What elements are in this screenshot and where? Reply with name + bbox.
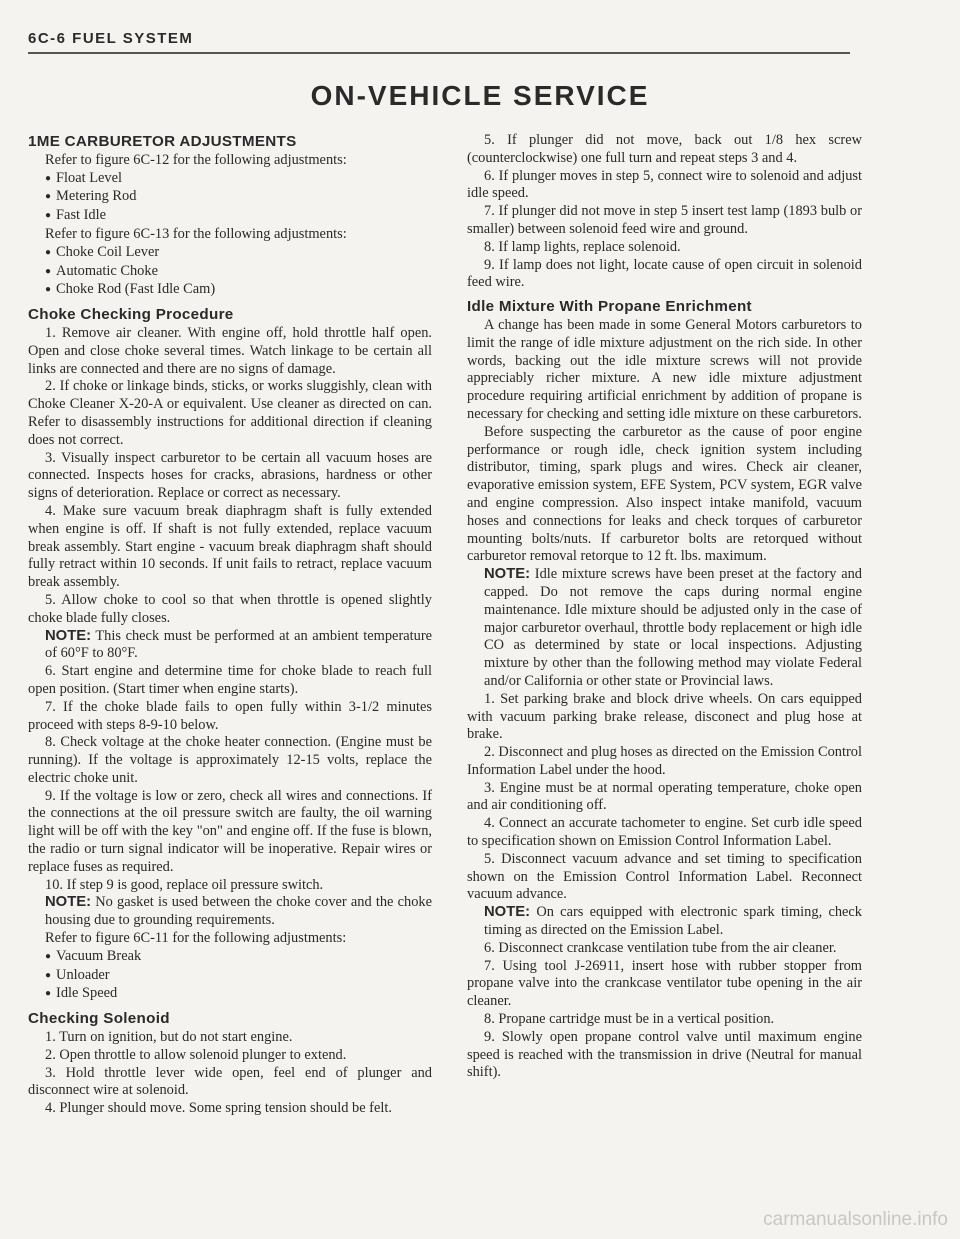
bullet-item: ● Automatic Choke [28, 263, 432, 282]
paragraph: 6. Start engine and determine time for choke blade to reach full open position. (Start timer when engine starts). [28, 663, 432, 697]
bullet-item: ● Fast Idle [28, 207, 432, 226]
note [28, 628, 432, 664]
paragraph: 3. Engine must be at normal operating temperature, choke open and air conditioning off. [467, 779, 862, 814]
paragraph: 7. Using tool J-26911, insert hose with rubber stopper from propane valve into the crankcase ventilator tube opening in the air cleaner. [467, 957, 862, 1010]
bullet-item: ● Float Level [28, 170, 432, 189]
paragraph: Refer to figure 6C-11 for the following adjustments: [45, 930, 347, 947]
paragraph: 8. If lamp lights, replace solenoid. [484, 238, 681, 255]
paragraph: 5. Allow choke to cool so that when throttle is opened slightly choke blade fully closes. [28, 591, 432, 626]
paragraph: 9. If lamp does not light, locate cause of open circuit in solenoid feed wire. [467, 256, 862, 291]
bullet-item: ● Unloader [28, 967, 432, 986]
paragraph: 7. If plunger did not move in step 5 insert test lamp (1893 bulb or smaller) between solenoid feed wire and ground. [467, 203, 862, 237]
note-text: On cars equipped with electronic spark timing, check timing as directed on the Emission Label. [484, 904, 862, 939]
bullet-item: ● Idle Speed [28, 985, 432, 1004]
right-column [467, 130, 862, 1082]
section-heading-idle-mixture: Idle Mixture With Propane Enrichment [467, 298, 752, 316]
note-text: This check must be performed at an ambient temperature of 60°F to 80°F. [45, 627, 432, 662]
note-label: NOTE: [45, 894, 92, 911]
note-label: NOTE: [45, 627, 92, 644]
paragraph: 4. Make sure vacuum break diaphragm shaft is fully extended when engine is off. If shaft is not fully extended, replace vacuum break assembly. Start engine - vacuum break diaphragm shaft should fully retract within 10 seconds. If unit fails to retract, replace vacuum break assembly. [28, 502, 432, 591]
paragraph: 3. Hold throttle lever wide open, feel end of plunger and disconnect wire at solenoid. [28, 1064, 432, 1099]
header-rule [28, 52, 850, 54]
section-heading-choke-checking: Choke Checking Procedure [28, 306, 234, 324]
note-label: NOTE: [484, 904, 531, 921]
paragraph: 2. Disconnect and plug hoses as directed on the Emission Control Information Label under the hood. [467, 744, 862, 778]
paragraph: Refer to figure 6C-13 for the following adjustments: [45, 225, 347, 242]
paragraph: A change has been made in some General Motors carburetors to limit the range of idle mixture adjustment on the rich side. In other words, backing out the idle mixture screws will not provide appreciably richer mixture. A new idle mixture adjustment procedure requiring artificial enrichment by addition of propane is necessary for checking and setting idle mixture on these carburetors. [467, 316, 862, 422]
paragraph: 8. Check voltage at the choke heater connection. (Engine must be running). If the voltage is approximately 12-15 volts, replace the electric choke unit. [28, 734, 432, 786]
paragraph: Refer to figure 6C-12 for the following adjustments: [45, 151, 347, 168]
paragraph: 8. Propane cartridge must be in a vertical position. [484, 1011, 775, 1028]
left-column [28, 130, 432, 1118]
paragraph: 2. If choke or linkage binds, sticks, or works sluggishly, clean with Choke Cleaner X-20-A or equivalent. Use cleaner as directed on can. Refer to disassembly instructions for additional direction if cleaning does not correct. [28, 378, 432, 448]
paragraph: 5. If plunger did not move, back out 1/8 hex screw (counterclockwise) one full turn and repeat steps 3 and 4. [467, 132, 862, 166]
note [467, 566, 862, 691]
note-label: NOTE: [484, 566, 531, 583]
paragraph: 9. Slowly open propane control valve until maximum engine speed is reached with the transmission in drive (Neutral for manual shift). [467, 1028, 862, 1081]
note-text: No gasket is used between the choke cover and the choke housing due to grounding requirements. [45, 894, 432, 929]
paragraph: 9. If the voltage is low or zero, check all wires and connections. If the connections at the oil pressure switch are faulty, the oil warning light will be off with the key "on" and engine off. If the fuse is blown, the radio or turn signal indicator will be inoperative. Repair wires or replace fuses as required. [28, 787, 432, 875]
paragraph: 1. Turn on ignition, but do not start engine. [45, 1029, 293, 1046]
running-header: 6C-6 FUEL SYSTEM [28, 30, 194, 47]
paragraph: 3. Visually inspect carburetor to be certain all vacuum hoses are connected. Inspects hoses for cracks, abrasions, hardness or other signs of deterioration. Replace or correct as necessary. [28, 449, 432, 502]
note-text: Idle mixture screws have been preset at the factory and capped. Do not remove the caps during normal engine maintenance. Idle mixture should be adjusted only in the case of major carburetor overhaul, throttle body replacement or high idle CO as determined by state or local inspections. Adjusting mixture by other than the following method may violate Federal and/or California or other state or Provincial laws. [484, 566, 862, 689]
bullet-item: ● Metering Rod [28, 188, 432, 207]
paragraph: 6. Disconnect crankcase ventilation tube from the air cleaner. [484, 939, 837, 956]
paragraph: 10. If step 9 is good, replace oil pressure switch. [45, 876, 324, 893]
paragraph: 4. Connect an accurate tachometer to engine. Set curb idle speed to specification shown on Emission Control Information Label. [467, 815, 862, 850]
paragraph: Before suspecting the carburetor as the cause of poor engine performance or rough idle, check ignition system including distributor, timing, spark plugs and wires. Check air cleaner, evaporative emission system, EFE System, PCV system, EGR valve and engine compression. Also inspect intake manifold, vacuum hoses and connections for leaks and check torques of carburetor mounting bolts/nuts. If carburetor bolts are retorqued without carburetor removal retorque to 12 ft. lbs. maximum. [467, 423, 862, 565]
paragraph: 1. Set parking brake and block drive wheels. On cars equipped with vacuum parking brake release, disconect and plug hose at brake. [467, 690, 862, 743]
paragraph: 2. Open throttle to allow solenoid plunger to extend. [45, 1046, 347, 1063]
paragraph: 7. If the choke blade fails to open fully within 3-1/2 minutes proceed with steps 8-9-10 below. [28, 698, 432, 733]
note [28, 894, 432, 930]
bullet-item: ● Choke Coil Lever [28, 244, 432, 263]
paragraph: 1. Remove air cleaner. With engine off, hold throttle half open. Open and close choke several times. Watch linkage to be certain all links are connected and there are no signs of damage. [28, 324, 432, 377]
section-heading-checking-solenoid: Checking Solenoid [28, 1010, 170, 1028]
paragraph: 5. Disconnect vacuum advance and set timing to specification shown on the Emission Control Information Label. Reconnect vacuum advance. [467, 850, 862, 903]
bullet-item: ● Choke Rod (Fast Idle Cam) [28, 281, 432, 300]
page-title: ON-VEHICLE SERVICE [310, 80, 650, 111]
section-heading-carburetor-adjustments: 1ME CARBURETOR ADJUSTMENTS [28, 133, 297, 150]
watermark-text: carmanualsonline.info [763, 1209, 948, 1230]
bullet-item: ● Vacuum Break [28, 948, 432, 967]
paragraph: 6. If plunger moves in step 5, connect wire to solenoid and adjust idle speed. [467, 167, 862, 202]
paragraph: 4. Plunger should move. Some spring tension should be felt. [45, 1100, 392, 1117]
note [467, 904, 862, 940]
